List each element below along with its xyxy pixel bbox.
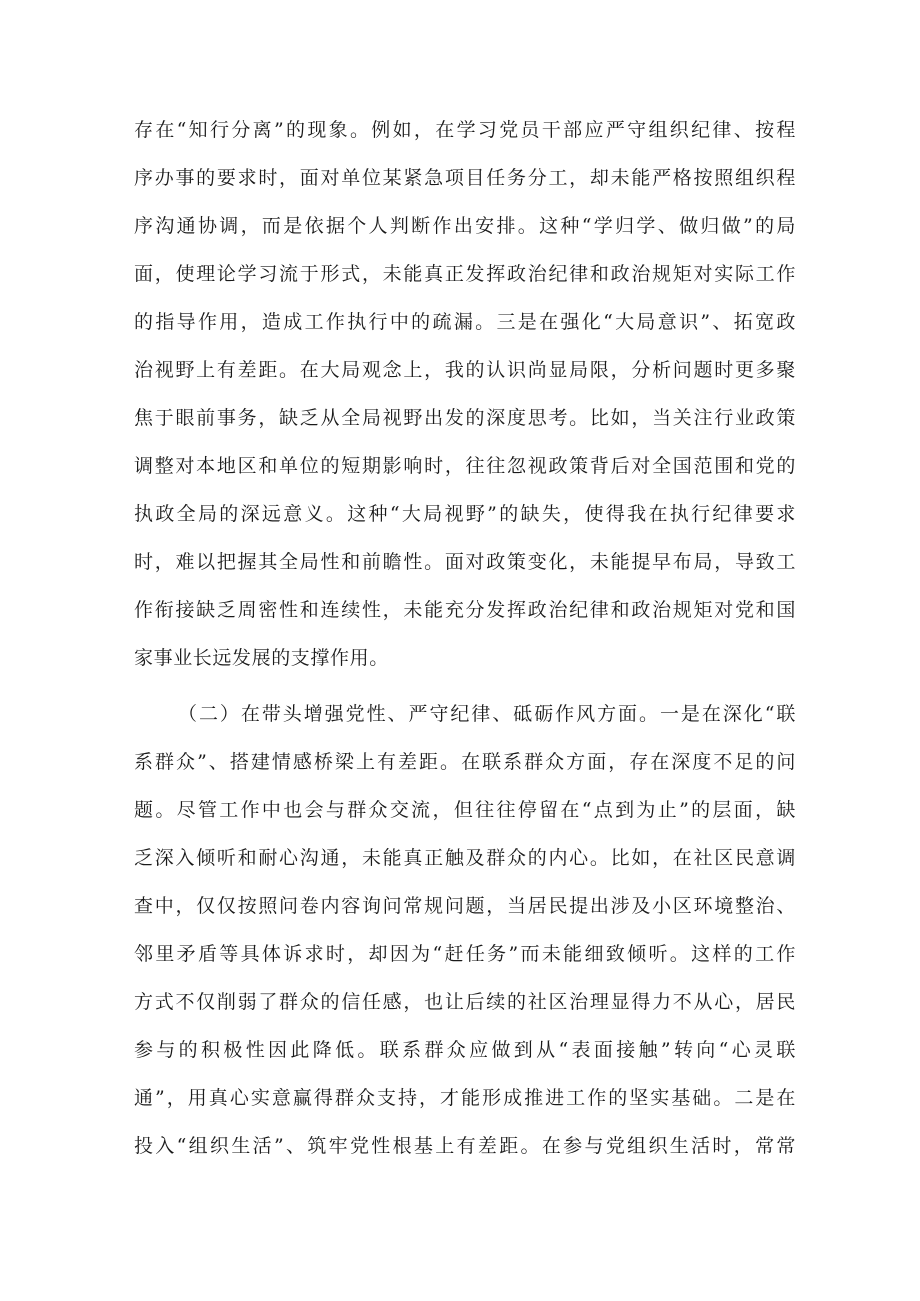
text-line: 通”，用真心实意赢得群众支持，才能形成推进工作的坚实基础。二是在 — [134, 1087, 796, 1109]
text-line: 存在“知行分离”的现象。例如，在学习党员干部应严守组织纪律、按程 — [134, 119, 796, 141]
text-line: 的指导作用，造成工作执行中的疏漏。三是在强化“大局意识”、拓宽政 — [134, 311, 796, 333]
text-line: 投入“组织生活”、筑牢党性根基上有差距。在参与党组织生活时，常常 — [134, 1135, 796, 1157]
text-line: 方式不仅削弱了群众的信任感，也让后续的社区治理显得力不从心，居民 — [134, 991, 796, 1013]
text-line: 序办事的要求时，面对单位某紧急项目任务分工，却未能严格按照组织程 — [134, 167, 796, 189]
text-line: 序沟通协调，而是依据个人判断作出安排。这种“学归学、做归做”的局 — [134, 215, 796, 237]
text-line: 乏深入倾听和耐心沟通，未能真正触及群众的内心。比如，在社区民意调 — [134, 847, 796, 869]
text-line: 治视野上有差距。在大局观念上，我的认识尚显局限，分析问题时更多聚 — [134, 359, 796, 381]
text-line: 焦于眼前事务，缺乏从全局视野出发的深度思考。比如，当关注行业政策 — [134, 407, 796, 429]
text-line: 查中，仅仅按照问卷内容询问常规问题，当居民提出涉及小区环境整治、 — [134, 895, 796, 917]
text-line: 作衔接缺乏周密性和连续性，未能充分发挥政治纪律和政治规矩对党和国 — [134, 599, 796, 621]
text-line: （二）在带头增强党性、严守纪律、砥砺作风方面。一是在深化“联 — [178, 703, 796, 725]
text-line: 时，难以把握其全局性和前瞻性。面对政策变化，未能提早布局，导致工 — [134, 551, 796, 573]
text-line: 家事业长远发展的支撑作用。 — [134, 647, 389, 669]
text-line: 执政全局的深远意义。这种“大局视野”的缺失，使得我在执行纪律要求 — [134, 503, 796, 525]
text-line: 面，使理论学习流于形式，未能真正发挥政治纪律和政治规矩对实际工作 — [134, 263, 796, 285]
text-line: 题。尽管工作中也会与群众交流，但往往停留在“点到为止”的层面，缺 — [134, 799, 796, 821]
text-line: 邻里矛盾等具体诉求时，却因为“赶任务”而未能细致倾听。这样的工作 — [134, 943, 796, 965]
text-line: 调整对本地区和单位的短期影响时，往往忽视政策背后对全国范围和党的 — [134, 455, 796, 477]
text-line: 系群众”、搭建情感桥梁上有差距。在联系群众方面，存在深度不足的问 — [134, 751, 796, 773]
text-line: 参与的积极性因此降低。联系群众应做到从“表面接触”转向“心灵联 — [134, 1039, 796, 1061]
